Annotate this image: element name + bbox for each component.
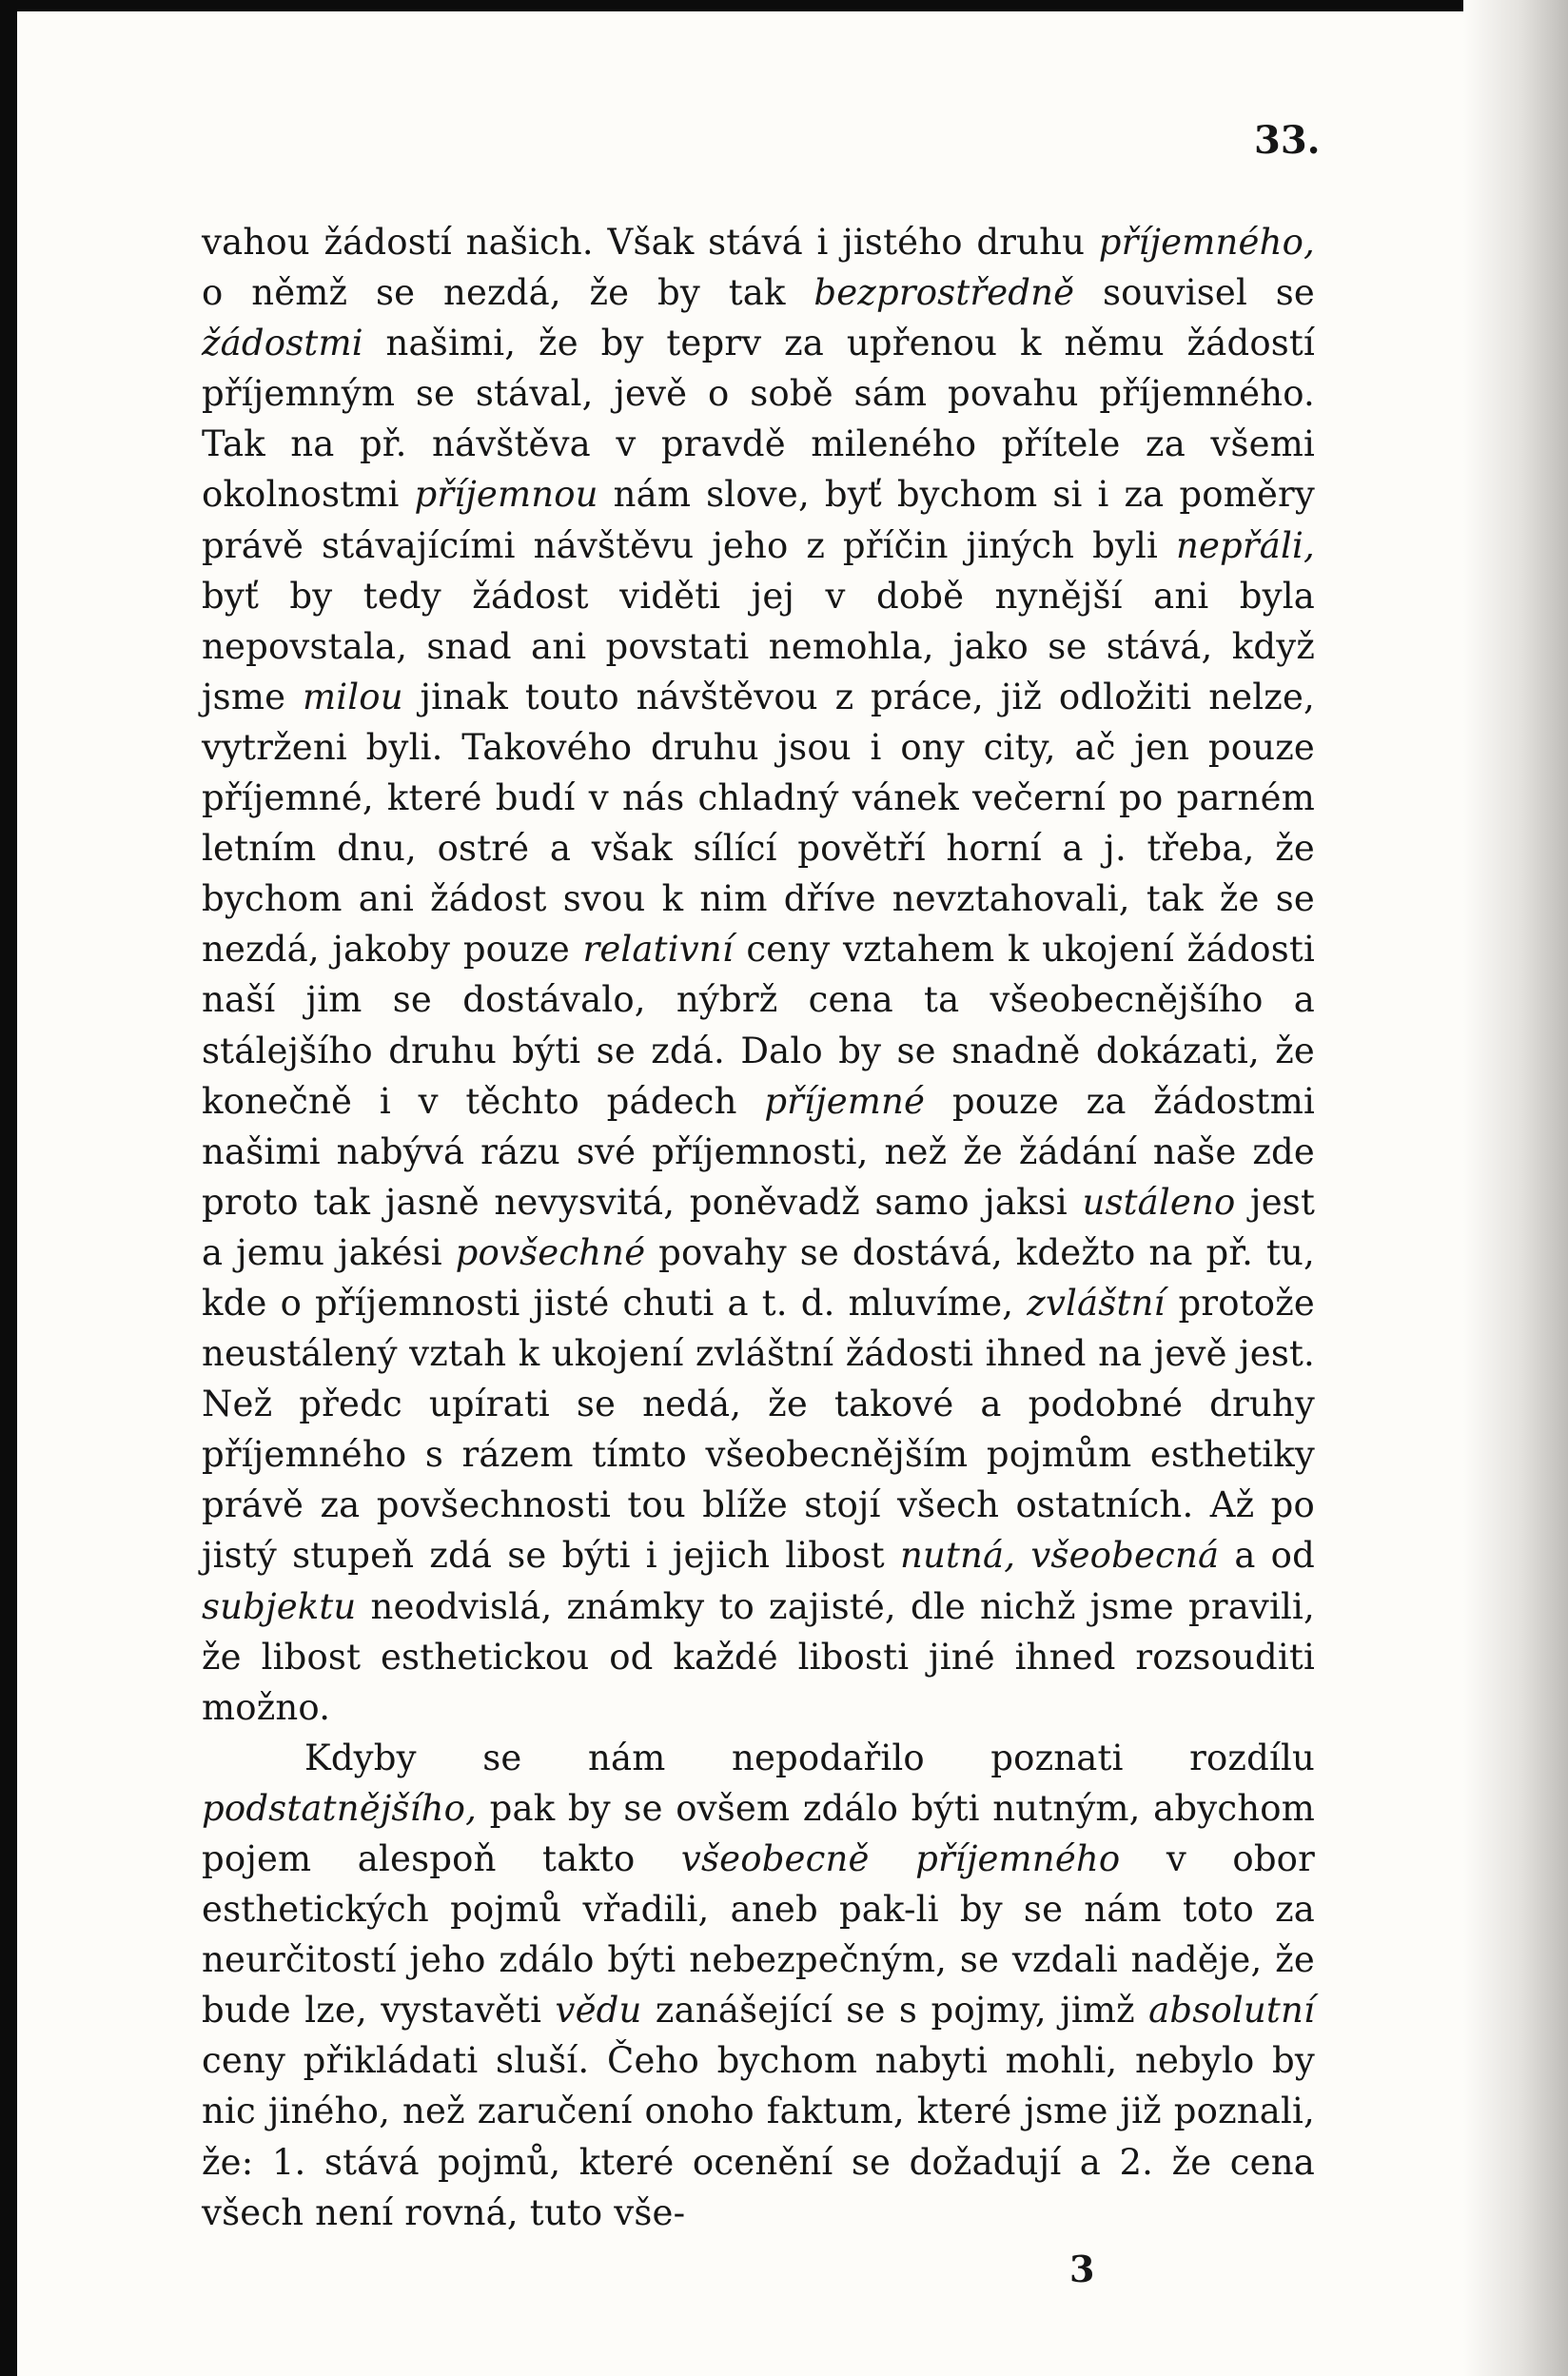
italic-run: podstatnějšího, bbox=[202, 1787, 478, 1829]
text-run: souvisel se bbox=[1074, 272, 1315, 314]
text-run: jest a jemu jakési bbox=[202, 1181, 1315, 1273]
text-run: o němž se nezdá, že by tak bbox=[202, 272, 814, 314]
italic-run: nutná, všeobecná bbox=[899, 1535, 1220, 1577]
scan-border-top bbox=[0, 0, 1568, 11]
text-run: pak by se ovšem zdálo býti nutným, abychom pojem alespoň takto bbox=[202, 1787, 1315, 1879]
text-run: vahou žádostí našich. Však stává i jistého druhu bbox=[202, 222, 1099, 263]
italic-run: povšechné bbox=[455, 1231, 646, 1273]
italic-run: nepřáli, bbox=[1175, 524, 1315, 566]
italic-run: žádostmi bbox=[202, 323, 363, 364]
page-number: 33. bbox=[1254, 118, 1321, 163]
text-run: protože neustálený vztah k ukojení zvláštní žádosti ihned na jevě jest. Než předc upírati se nedá, že takové a podobné druhy příjemného s rázem tímto všeobecnějším pojmům esthetiky právě za povšechnosti tou blíže stojí všech ostatních. Až po jistý stupeň zdá se býti i jejich libost bbox=[202, 1282, 1315, 1577]
text-run: byť by tedy žádost viděti jej v době nynější ani byla nepovstala, snad ani povstati nemohla, jako se stává, když jsme bbox=[202, 575, 1315, 717]
text-run: pouze za žádostmi našimi nabývá rázu své příjemnosti, než že žádání naše zde proto tak jasně nevysvitá, poněvadž samo jaksi bbox=[202, 1080, 1316, 1223]
italic-run: příjemného, bbox=[1098, 222, 1315, 263]
text-run: nám slove, byť bychom si i za poměry právě stávajícími návštěvu jeho z příčin jiných byli bbox=[202, 474, 1316, 566]
text-run: neodvislá, známky to zajisté, dle nichž jsme pravili, že libost esthetickou od každé libosti jiné ihned rozsouditi možno. bbox=[202, 1585, 1315, 1728]
text-run: jinak touto návštěvou z práce, již odložiti nelze, vytrženi byli. Takového druhu jsou i ony city, ač jen pouze příjemné, které budí v nás chladný vánek večerní po parném letním dnu, ostré a však sílící povětří horní a j. třeba, že bychom ani žádost svou k nim dříve nevztahovali, tak že se nezdá, jakoby pouze bbox=[202, 676, 1315, 971]
scan-shadow-right bbox=[1463, 0, 1568, 2376]
italic-run: milou bbox=[302, 676, 403, 717]
italic-run: absolutní bbox=[1148, 1990, 1315, 2032]
text-run: našimi, že by teprv za upřenou k němu žádostí příjemným se stával, jevě o sobě sám povahu příjemného. Tak na př. návštěva v pravdě mileného přítele za všemi okolnostmi bbox=[202, 323, 1315, 516]
italic-run: zvláštní bbox=[1027, 1282, 1166, 1324]
paragraph-2 bbox=[202, 1733, 1315, 2238]
scan-border-left bbox=[0, 0, 17, 2376]
text-run: ceny vztahem k ukojení žádosti naší jim se dostávalo, nýbrž cena ta všeobecnějšího a stálejšího druhu býti se zdá. Dalo by se snadně dokázati, že konečně i v těchto pádech bbox=[202, 929, 1315, 1122]
page-body bbox=[202, 217, 1315, 2238]
italic-run: příjemné bbox=[764, 1080, 926, 1122]
italic-run: subjektu bbox=[202, 1585, 357, 1627]
text-run: povahy se dostává, kdežto na př. tu, kde o příjemnosti jisté chuti a t. d. mluvíme, bbox=[202, 1231, 1315, 1324]
italic-run: ustáleno bbox=[1082, 1181, 1236, 1223]
italic-run: všeobecně příjemného bbox=[680, 1838, 1121, 1879]
italic-run: relativní bbox=[582, 929, 734, 971]
italic-run: bezprostředně bbox=[813, 272, 1075, 314]
paragraph-1 bbox=[202, 217, 1315, 1733]
text-run: Kdyby se nám nepodařilo poznati rozdílu bbox=[304, 1737, 1315, 1778]
text-run: zanášející se s pojmy, jimž bbox=[641, 1990, 1149, 2032]
italic-run: příjemnou bbox=[414, 474, 598, 516]
signature-mark: 3 bbox=[1069, 2248, 1095, 2290]
text-run: ceny přikládati sluší. Čeho bychom nabyti mohli, nebylo by nic jiného, než zaručení onoho faktum, které jsme již poznali, že: 1. stává pojmů, které ocenění se dožadují a 2. že cena všech není rovná, tuto vše- bbox=[202, 2040, 1315, 2233]
text-run: v obor esthetických pojmů vřadili, aneb pak-li by se nám toto za neurčitostí jeho zdálo býti nebezpečným, se vzdali naděje, že bude lze, vystavěti bbox=[202, 1838, 1316, 2032]
italic-run: vědu bbox=[555, 1990, 642, 2032]
text-run: a od bbox=[1219, 1535, 1315, 1577]
